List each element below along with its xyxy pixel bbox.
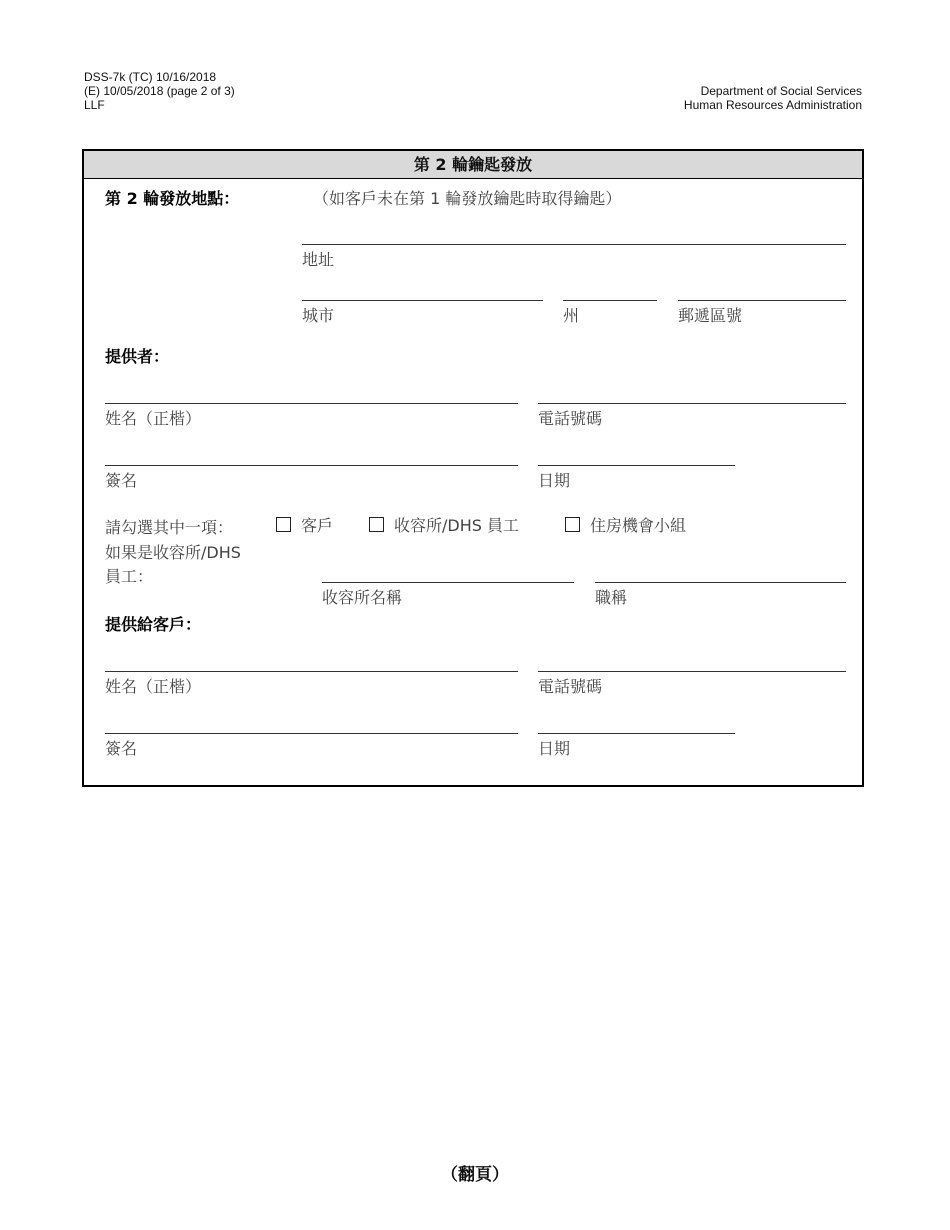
shelter-name-line[interactable] [322, 582, 574, 583]
city-label: 城市 [302, 306, 335, 325]
client-name-line[interactable] [105, 671, 518, 672]
shelter-name-label: 收容所名稱 [322, 588, 403, 607]
provider-name-line[interactable] [105, 403, 518, 404]
location-label: 第 2 輪發放地點： [105, 189, 240, 208]
job-title-label: 職稱 [595, 588, 628, 607]
administration-name: Human Resources Administration [683, 98, 862, 112]
address-label: 地址 [302, 250, 335, 269]
zip-label: 郵遞區號 [678, 306, 743, 325]
option-client-checkbox[interactable] [276, 517, 291, 532]
check-one-label: 請勾選其中一項： [105, 518, 234, 537]
if-shelter-label-line1: 如果是收容所/DHS [105, 543, 241, 562]
option-housing-team-checkbox[interactable] [565, 517, 580, 532]
turn-page-note: （翻頁） [441, 1165, 509, 1185]
option-shelter-staff-label: 收容所/DHS 員工 [394, 516, 519, 535]
client-date-label: 日期 [538, 739, 571, 758]
job-title-line[interactable] [595, 582, 846, 583]
department-name: Department of Social Services [700, 84, 862, 98]
provided-to-heading: 提供給客戶： [105, 615, 202, 634]
client-date-line[interactable] [538, 733, 735, 734]
section-title: 第 2 輪鑰匙發放 [84, 151, 862, 179]
option-client-label: 客戶 [301, 516, 334, 535]
key-distribution-form [82, 149, 864, 787]
provider-heading: 提供者： [105, 347, 170, 366]
form-header-left [84, 70, 235, 112]
client-signature-label: 簽名 [105, 739, 138, 758]
form-header-right [684, 84, 862, 112]
provider-date-label: 日期 [538, 471, 571, 490]
provider-phone-line[interactable] [538, 403, 846, 404]
provider-signature-line[interactable] [105, 465, 518, 466]
location-note: （如客戶未在第 1 輪發放鑰匙時取得鑰匙） [313, 189, 622, 208]
client-signature-line[interactable] [105, 733, 518, 734]
provider-phone-label: 電話號碼 [538, 409, 603, 428]
option-client[interactable] [276, 513, 333, 536]
client-phone-line[interactable] [538, 671, 846, 672]
zip-line[interactable] [678, 300, 846, 301]
option-shelter-staff[interactable] [369, 513, 519, 536]
form-english-version: (E) 10/05/2018 (page 2 of 3) [84, 84, 235, 98]
client-phone-label: 電話號碼 [538, 677, 603, 696]
form-code: DSS-7k (TC) 10/16/2018 [84, 70, 217, 84]
if-shelter-label-line2: 員工： [105, 567, 154, 586]
provider-name-label: 姓名（正楷） [105, 409, 202, 428]
address-line[interactable] [302, 244, 846, 245]
client-name-label: 姓名（正楷） [105, 677, 202, 696]
option-housing-team-label: 住房機會小組 [590, 516, 687, 535]
state-line[interactable] [563, 300, 657, 301]
provider-date-line[interactable] [538, 465, 735, 466]
provider-signature-label: 簽名 [105, 471, 138, 490]
option-shelter-staff-checkbox[interactable] [369, 517, 384, 532]
form-llf: LLF [84, 98, 105, 112]
city-line[interactable] [302, 300, 543, 301]
option-housing-team[interactable] [565, 513, 686, 536]
state-label: 州 [563, 306, 580, 325]
